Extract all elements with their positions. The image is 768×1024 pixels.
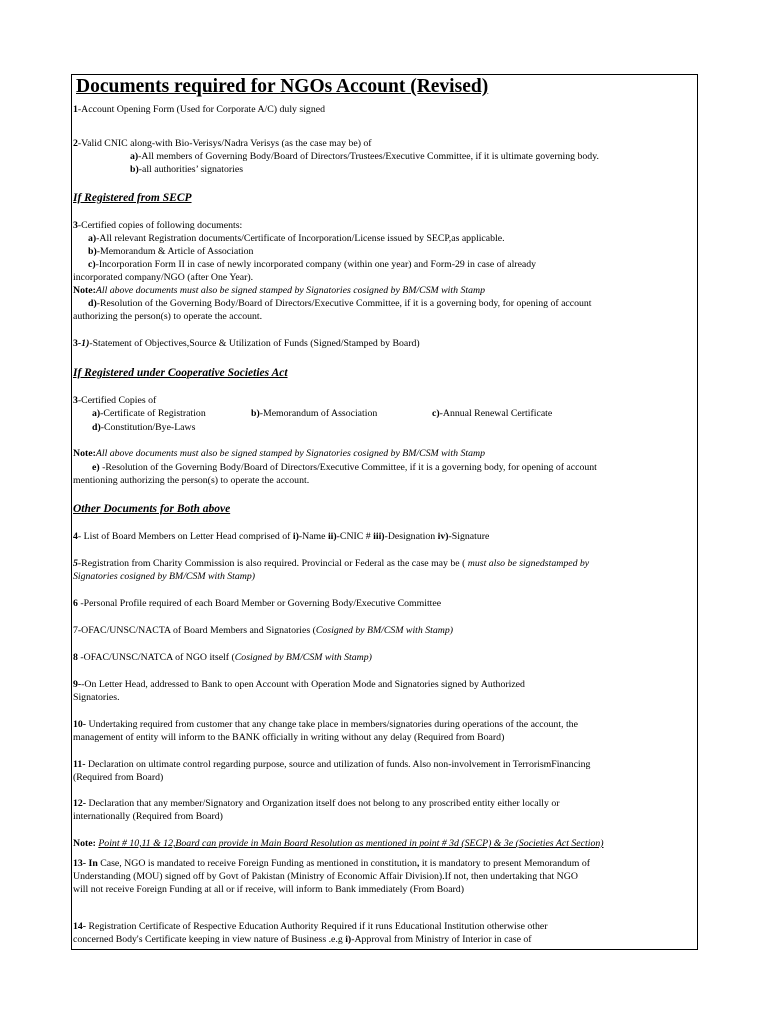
item-5: 5-Registration from Charity Commission is also required. Provincial or Federal as the case may be ( must also be signedstamped by [73,558,590,569]
item-3d-cont: authorizing the person(s) to operate the account. [73,311,263,322]
item-14: 14- Registration Certificate of Respective Education Authority Required if it runs Educational Institution otherwise other [73,921,548,932]
coop-item-3e-cont: mentioning authorizing the person(s) to operate the account. [73,475,310,486]
document-title: Documents required for NGOs Account (Revised) [76,76,489,97]
coop-item-3a: a)-Certificate of Registration [92,408,206,419]
note-1: Note:All above documents must also be signed stamped by Signatories cosigned by BM/CSM with Stamp [73,285,485,296]
item-11: 11- Declaration on ultimate control regarding purpose, source and utilization of funds. Also non-involvement in TerrorismFinancing [73,759,591,770]
item-14-cont: concerned Body's Certificate keeping in view nature of Business .e.g i)-Approval from Ministry of Interior in case of [73,934,532,945]
item-12: 12- Declaration that any member/Signatory and Organization itself does not belong to any proscribed entity either locally or [73,798,560,809]
item-8: 8 -OFAC/UNSC/NATCA of NGO itself (Cosigned by BM/CSM with Stamp) [73,652,372,663]
coop-item-3c: c)-Annual Renewal Certificate [432,408,553,419]
coop-item-3b: b)-Memorandum of Association [251,408,378,419]
coop-item-3e: e) -Resolution of the Governing Body/Board of Directors/Executive Committee, if it is a governing body, for opening of account [92,462,597,473]
item-2b: b)-all authorities’ signatories [130,164,244,175]
item-3c: c)-Incorporation Form II in case of newly incorporated company (within one year) and Form-29 in case of already [88,259,537,270]
item-2: 2-Valid CNIC along-with Bio-Verisys/Nadra Verisys (as the case may be) of [73,138,372,149]
item-9: 9--On Letter Head, addressed to Bank to open Account with Operation Mode and Signatories signed by Authorized [73,679,525,690]
item-12-cont: internationally (Required from Board) [73,811,223,822]
item-3d: d)-Resolution of the Governing Body/Board of Directors/Executive Committee, if it is a governing body, for opening of account [88,298,592,309]
item-1: 1-Account Opening Form (Used for Corporate A/C) duly signed [73,104,325,115]
item-10-cont: management of entity will inform to the BANK officially in writing without any delay (Required from Board) [73,732,505,743]
heading-cooperative: If Registered under Cooperative Societies Act [73,367,288,379]
item-3: 3-Certified copies of following documents: [73,220,243,231]
item-13: 13- In Case, NGO is mandated to receive Foreign Funding as mentioned in constitution, it is mandatory to present Memorandum of [73,858,591,869]
item-3-1: 3-1)-Statement of Objectives,Source & Utilization of Funds (Signed/Stamped by Board) [73,338,420,349]
heading-secp: If Registered from SECP [73,192,192,204]
item-6: 6 -Personal Profile required of each Board Member or Governing Body/Executive Committee [73,598,442,609]
item-13-cont-2: will not receive Foreign Funding at all or if receive, will inform to Bank immediately (From Board) [73,884,464,895]
coop-item-3d: d)-Constitution/Bye-Laws [92,422,196,433]
item-10: 10- Undertaking required from customer that any change take place in members/signatories during operations of the account, the [73,719,578,730]
item-7: 7-OFAC/UNSC/NACTA of Board Members and Signatories (Cosigned by BM/CSM with Stamp) [73,625,454,636]
item-13-cont-1: Understanding (MOU) signed off by Govt of Pakistan (Ministry of Economic Affair Division).If not, then undertaking that NGO [73,871,578,882]
item-9-cont: Signatories. [73,692,120,703]
coop-item-3: 3-Certified Copies of [73,395,157,406]
item-11-cont: (Required from Board) [73,772,164,783]
item-2a: a)-All members of Governing Body/Board of Directors/Trustees/Executive Committee, if it is ultimate governing body. [130,151,599,162]
note-3: Note: Point # 10,11 & 12,Board can provide in Main Board Resolution as mentioned in point # 3d (SECP) & 3e (Societies Act Section) [73,838,604,849]
heading-other-documents: Other Documents for Both above [73,503,231,515]
item-3a: a)-All relevant Registration documents/Certificate of Incorporation/License issued by SECP,as applicable. [88,233,505,244]
item-3c-cont: incorporated company/NGO (after One Year). [73,272,254,283]
item-5-cont: Signatories cosigned by BM/CSM with Stamp) [73,571,256,582]
item-4: 4- List of Board Members on Letter Head comprised of i)-Name ii)-CNIC # iii)-Designation iv)-Signature [73,531,490,542]
item-3b: b)-Memorandum & Article of Association [88,246,254,257]
note-2: Note:All above documents must also be signed stamped by Signatories cosigned by BM/CSM with Stamp [73,448,485,459]
